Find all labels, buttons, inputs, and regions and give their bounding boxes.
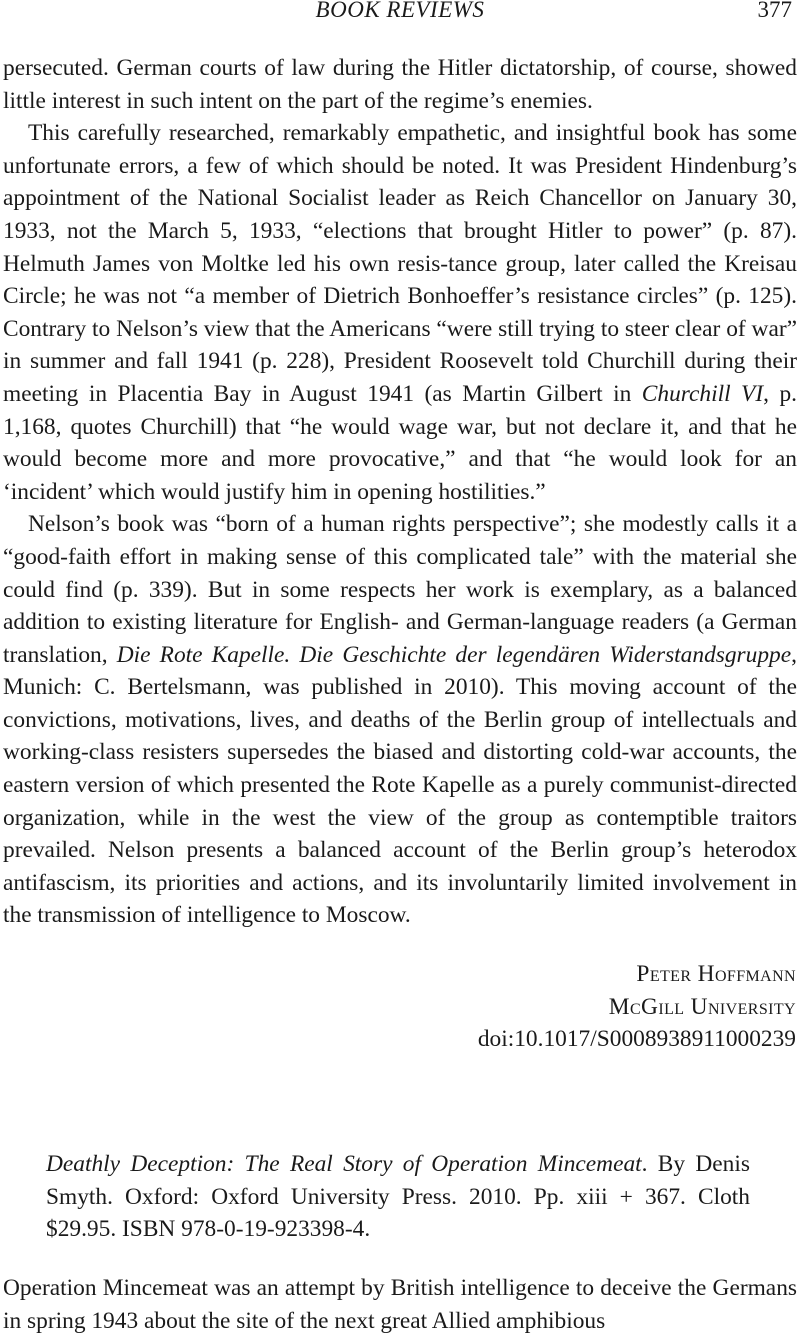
review-paragraph-2 <box>3 117 797 508</box>
running-head-title: BOOK REVIEWS <box>315 0 485 22</box>
page-number: 377 <box>757 0 792 22</box>
second-review-paragraph-1: Operation Mincemeat was an attempt by British intelligence to deceive the Germans in spring 1943 about the site of the next great Allied amphibious <box>3 1275 797 1334</box>
paragraph-2-text-a: This carefully researched, remarkably empathetic, and insightful book has some unfortunate errors, a few of which should be noted. It was President Hindenburg’s appointment of the National Socialist leader as Reich Chancellor on January 30, 1933, not the March 5, 1933, “elections that brought Hitler to power” (p. 87). Helmuth James von Moltke led his own resis-tance group, later called the Kreisau Circle; he was not “a member of Dietrich Bonhoeffer’s resistance circles” (p. 125). Contrary to Nelson’s view that the Americans “were still trying to steer clear of war” in summer and fall 1941 (p. 228), President Roosevelt told Churchill during their meeting in Placentia Bay in August 1941 (as Martin Gilbert in <box>3 120 797 407</box>
reviewer-name: Peter Hoffmann <box>636 961 796 987</box>
book-title: Deathly Deception: The Real Story of Operation Mincemeat <box>46 1151 642 1177</box>
reviewer-affiliation: McGill University <box>608 993 796 1020</box>
paragraph-3-text-a: Nelson’s book was “born of a human rights perspective”; she modestly calls it a “good-faith effort in making sense of this complicated tale” with the material she could find (p. 339). But in some respects her work is exemplary, as a balanced addition to existing literature for English- and German-language readers (a German translation, <box>3 511 797 668</box>
book-citation <box>46 1148 750 1246</box>
paragraph-3-book-title: Die Rote Kapelle. Die Geschichte der legendären Widerstandsgruppe <box>116 641 792 668</box>
second-review-body <box>3 1272 797 1337</box>
paragraph-3-text-b: , Munich: C. Bertelsmann, was published in 2010). This moving account of the convictions, motivations, lives, and deaths of the Berlin group of intellectuals and working-class resisters supersedes the biased and distorting cold-war accounts, the eastern version of which presented the Rote Kapelle as a purely communist-directed organization, while in the west the view of the group as contemptible traitors prevailed. Nelson presents a balanced account of the Berlin group’s heterodox antifascism, its priorities and actions, and its involuntarily limited involvement in the transmission of intelligence to Moscow. <box>3 641 797 929</box>
review-paragraph-1: persecuted. German courts of law during the Hitler dictatorship, of course, showed little interest in such intent on the part of the regime’s enemies. <box>3 55 797 114</box>
doi: doi:10.1017/S0008938911000239 <box>477 1026 796 1053</box>
review-body <box>3 52 797 932</box>
reviewer-signature <box>478 958 796 1056</box>
review-paragraph-3 <box>3 508 797 932</box>
citation-text <box>46 1148 750 1246</box>
paragraph-2-text-b: , p. 1,168, quotes Churchill) that “he would wage war, but not declare it, and that he would become more and more provocative,” and that “he would look for an ‘incident’ which would justify him in opening hostilities.” <box>3 380 798 505</box>
paragraph-2-book-title: Churchill VI <box>641 380 764 407</box>
book-details: . By Denis Smyth. Oxford: Oxford University Press. 2010. Pp. xiii + 367. Cloth $29.95. ISBN 978-0-19-923398-4. <box>46 1151 750 1243</box>
running-head <box>0 0 800 28</box>
